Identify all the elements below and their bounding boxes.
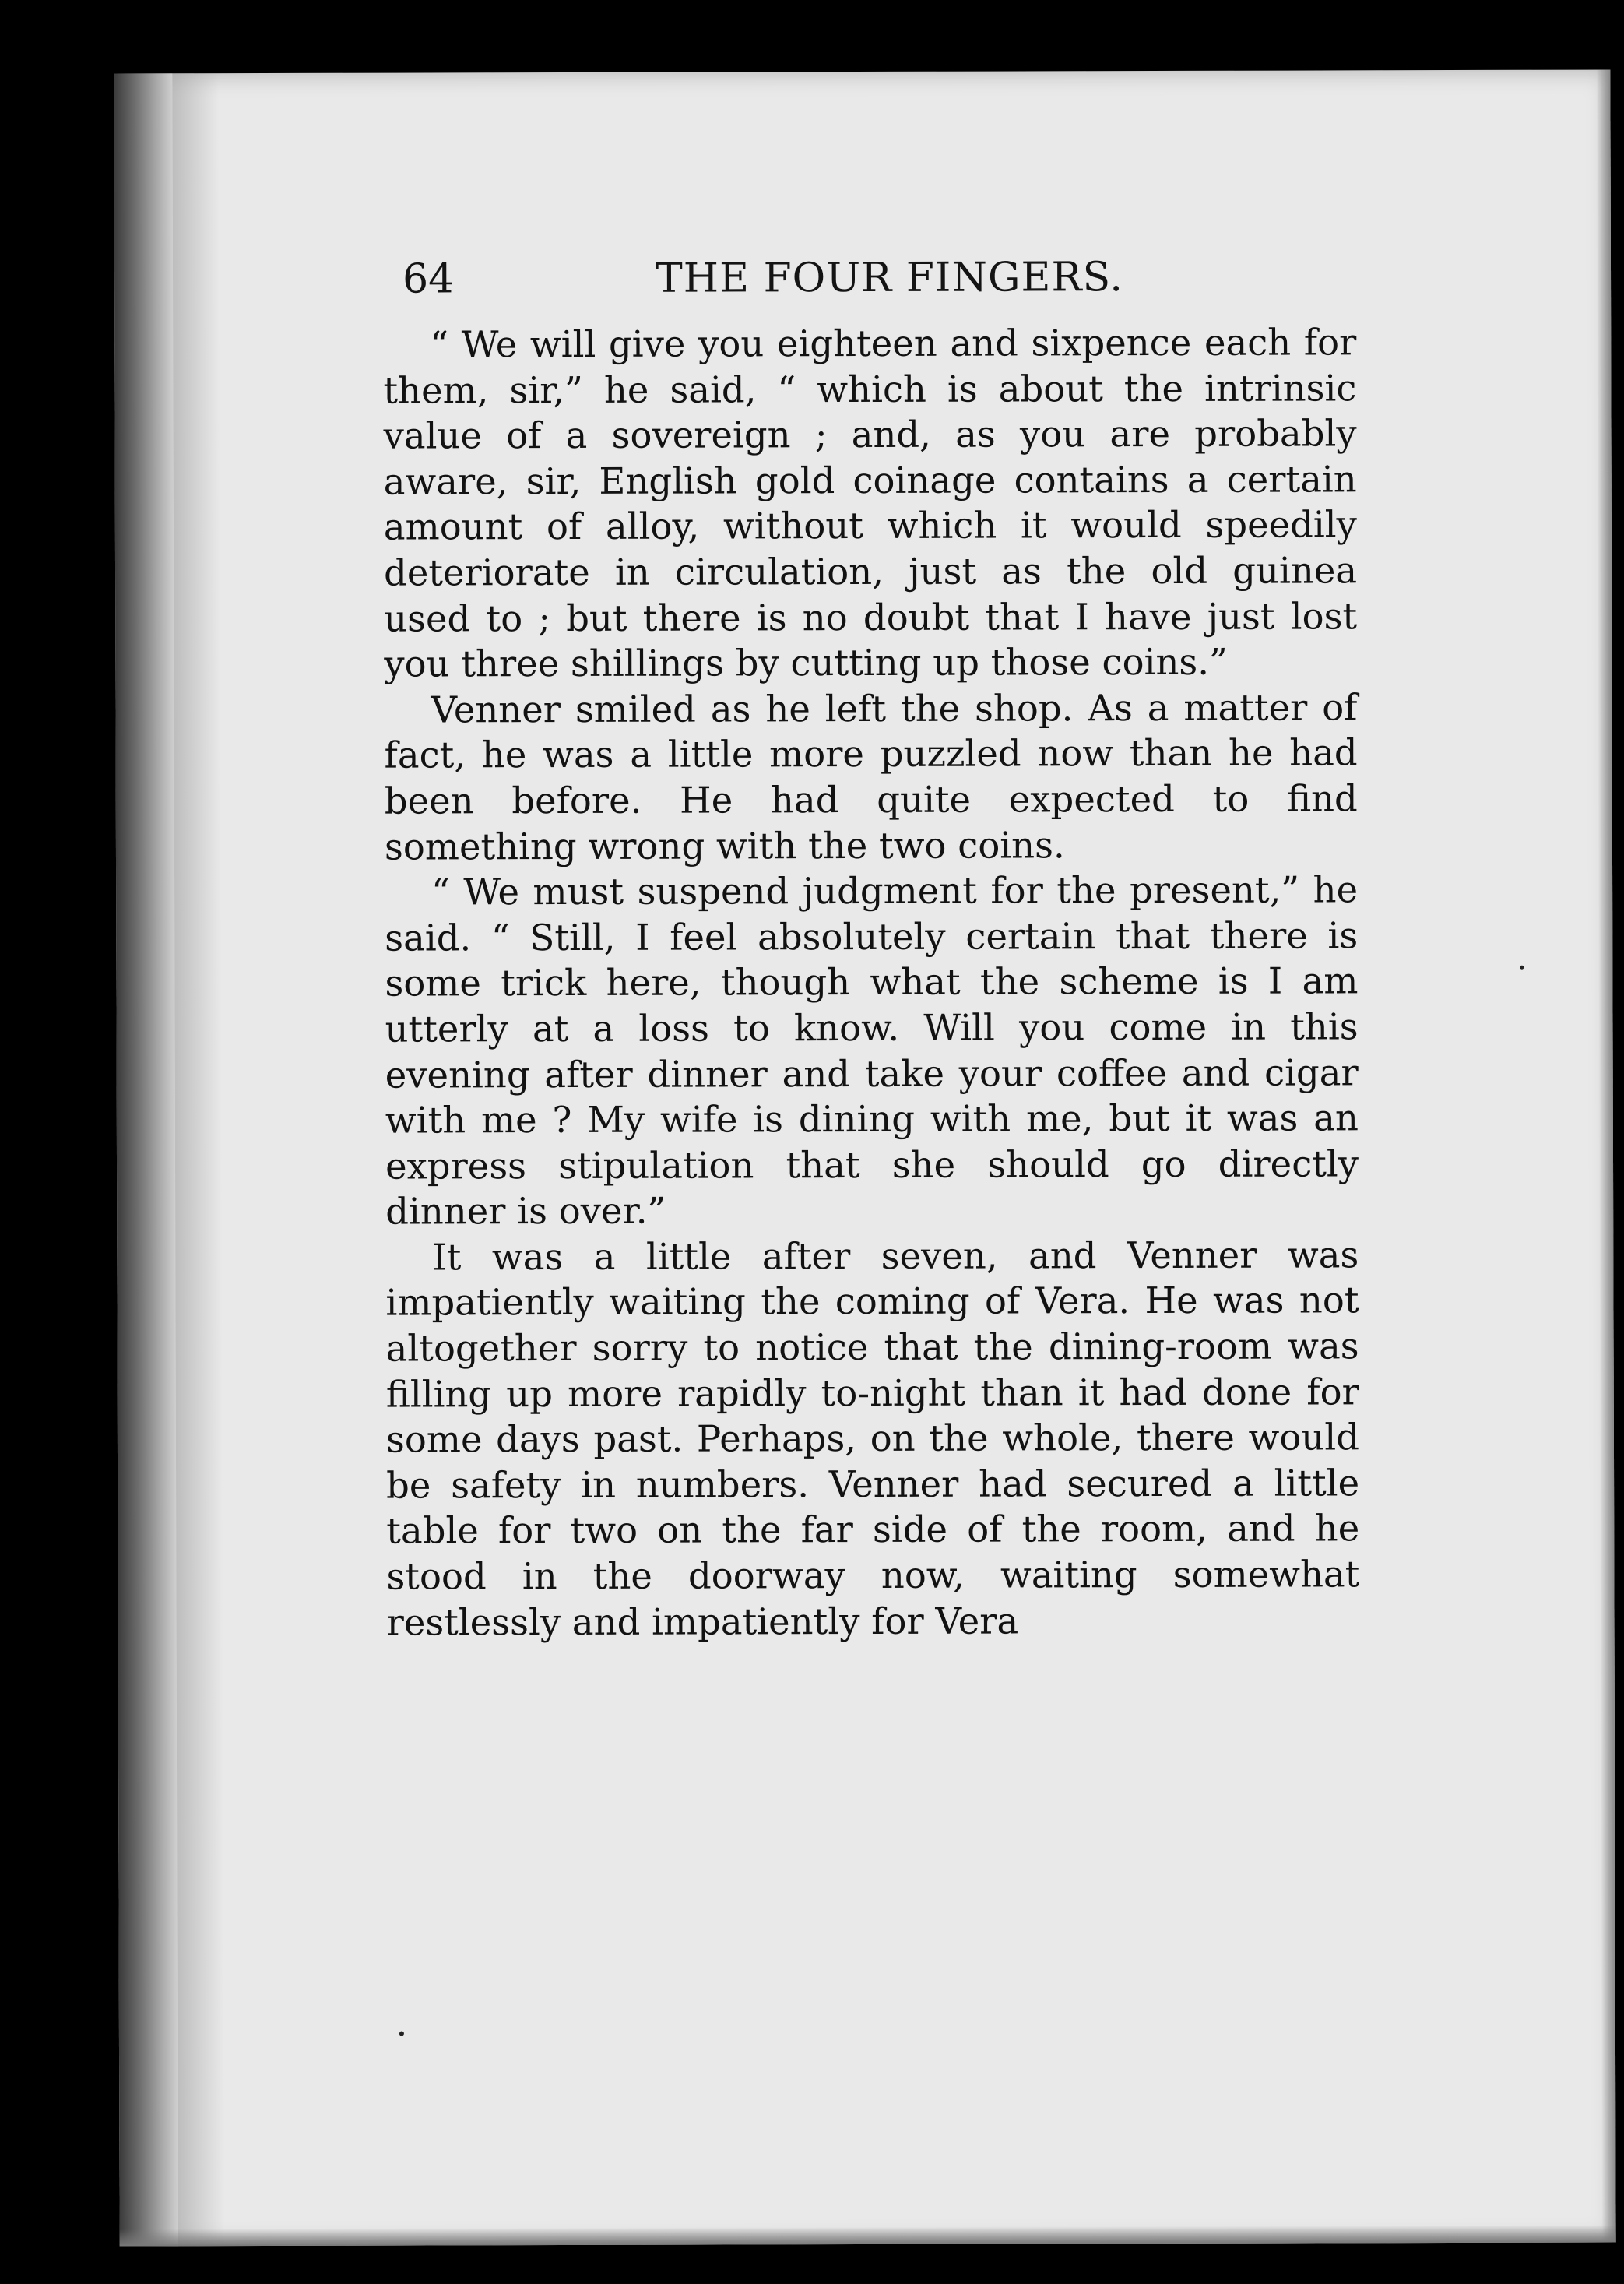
paragraph-dialogue-jeweller: “ We will give you eighteen and sixpence each for them, sir,” he said, “ which is about the intrinsic value of a sovereign ; and, as you are probably aware, sir, English gold coinage contains a certain amount of alloy, without which it would speedily deteriorate in circulation, just as the old guinea used to ; but there is no doubt that I have just lost you three shillings by cutting up those coins.” [383,321,1358,685]
book-page [114,69,1615,2246]
running-header [402,245,1492,311]
running-title: THE FOUR FINGERS. [655,254,1123,302]
page-number: 64 [402,255,455,303]
page-bottom-edge [120,2225,1616,2246]
body-text [383,319,1359,1645]
paragraph-suspend-judgment: “ We must suspend judgment for the present,” he said. “ Still, I feel absolutely certain that there is some trick here, though what the scheme is I am utterly at a loss to know. Will you come in this evening after dinner and take your coffee and cigar with me ? My wife is dining with me, but it was an express stipulation that she should go directly dinner is over.” [385,868,1359,1233]
dust-speck [1520,966,1524,970]
book-spine [114,73,178,2246]
dust-speck [399,2032,404,2036]
page-right-edge [1596,69,1615,2242]
gutter-shadow [172,73,224,2246]
paragraph-venner-smiled: Venner smiled as he left the shop. As a matter of fact, he was a little more puzzled now than he had been before. He had quite expected to find something wrong with the two coins. [384,686,1358,868]
paragraph-after-seven: It was a little after seven, and Venner was impatiently waiting the coming of Vera. He was not altogether sorry to notice that the dining-room was filling up more rapidly to-night than it had done for some days past. Perhaps, on the whole, there would be safety in numbers. Venner had secured a little table for two on the far side of the room, and he stood in the doorway now, waiting somewhat restlessly and impatiently for Vera [385,1234,1360,1644]
